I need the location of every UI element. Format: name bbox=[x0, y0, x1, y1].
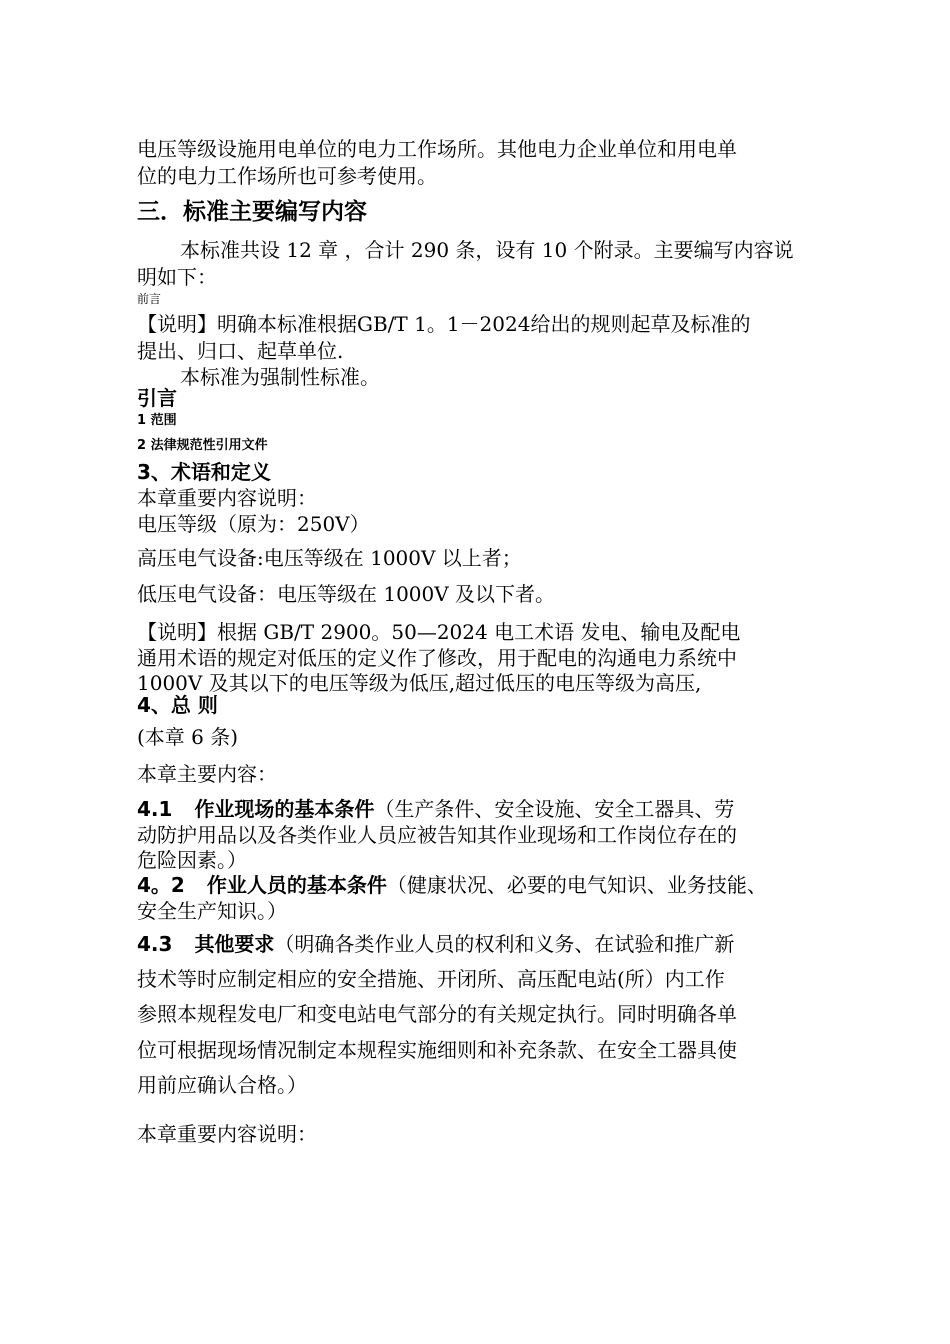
text-line: 位的电力工作场所也可参考使用。 bbox=[137, 164, 437, 188]
text-line: 本标准共设 12 章 ，合计 290 条，设有 10 个附录。主要编写内容说 bbox=[180, 238, 794, 262]
section-4-2-title: 作业人员的基本条件 bbox=[206, 873, 387, 897]
section-4-3-title: 其他要求 bbox=[194, 932, 275, 956]
text-line: 提出、归口、起草单位. bbox=[137, 339, 344, 363]
text-line: 高压电气设备:电压等级在 1000V 以上者； bbox=[137, 546, 522, 570]
section-4-3-line bbox=[137, 931, 734, 957]
text-line: 低压电气设备：电压等级在 1000V 及以下者。 bbox=[137, 582, 556, 606]
text-line: 位可根据现场情况制定本规程实施细则和补充条款、在安全工器具使 bbox=[137, 1038, 737, 1062]
text-line: 【说明】明确本标准根据GB/T 1。1－2024给出的规则起草及标准的 bbox=[137, 312, 751, 336]
preface-heading: 前言 bbox=[137, 292, 162, 306]
text-line: 电压等级（原为：250V） bbox=[137, 512, 370, 536]
introduction-heading: 引言 bbox=[137, 386, 177, 410]
section-4-1-text: （生产条件、安全设施、安全工器具、劳 bbox=[374, 797, 735, 821]
text-line: (本章 6 条) bbox=[137, 725, 239, 749]
text-line: 技术等时应制定相应的安全措施、开闭所、高压配电站(所）内工作 bbox=[137, 967, 725, 991]
text-line: 用前应确认合格。） bbox=[137, 1073, 307, 1097]
normative-references-heading: 2 法律规范性引用文件 bbox=[137, 438, 268, 453]
text-line: 本章重要内容说明： bbox=[137, 1122, 317, 1146]
scope-heading: 1 范围 bbox=[137, 413, 177, 428]
text-line: 危险因素。） bbox=[137, 848, 247, 872]
text-line: 【说明】根据 GB/T 2900。50—2024 电工术语 发电、输电及配电 bbox=[137, 620, 741, 644]
section-4-1-line bbox=[137, 796, 734, 822]
section-4-2-number: 4。2 bbox=[137, 873, 185, 897]
text-line: 本标准为强制性标准。 bbox=[180, 365, 380, 389]
section-4-2-line bbox=[137, 872, 767, 898]
text-line: 安全生产知识。） bbox=[137, 899, 287, 923]
section-4-3-text: （明确各类作业人员的权利和义务、在试验和推广新 bbox=[274, 932, 735, 956]
section-4-1-number: 4.1 bbox=[137, 797, 173, 821]
text-line: 参照本规程发电厂和变电站电气部分的有关规定执行。同时明确各单 bbox=[137, 1002, 737, 1026]
text-line: 本章重要内容说明： bbox=[137, 486, 317, 510]
terms-heading: 3、术语和定义 bbox=[137, 460, 271, 484]
section-4-3-number: 4.3 bbox=[137, 932, 173, 956]
section-3-heading: 三．标准主要编写内容 bbox=[137, 199, 367, 225]
text-line: 电压等级设施用电单位的电力工作场所。其他电力企业单位和用电单 bbox=[137, 137, 737, 161]
text-line: 明如下： bbox=[137, 265, 217, 289]
section-4-1-title: 作业现场的基本条件 bbox=[194, 797, 375, 821]
text-line: 动防护用品以及各类作业人员应被告知其作业现场和工作岗位存在的 bbox=[137, 823, 737, 847]
general-heading: 4、总 则 bbox=[137, 693, 218, 717]
text-line: 通用术语的规定对低压的定义作了修改，用于配电的沟通电力系统中 bbox=[137, 646, 737, 670]
text-line: 本章主要内容： bbox=[137, 762, 277, 786]
text-line: 1000V 及其以下的电压等级为低压,超过低压的电压等级为高压, bbox=[137, 671, 702, 695]
section-4-2-text: （健康状况、必要的电气知识、业务技能、 bbox=[386, 873, 767, 897]
